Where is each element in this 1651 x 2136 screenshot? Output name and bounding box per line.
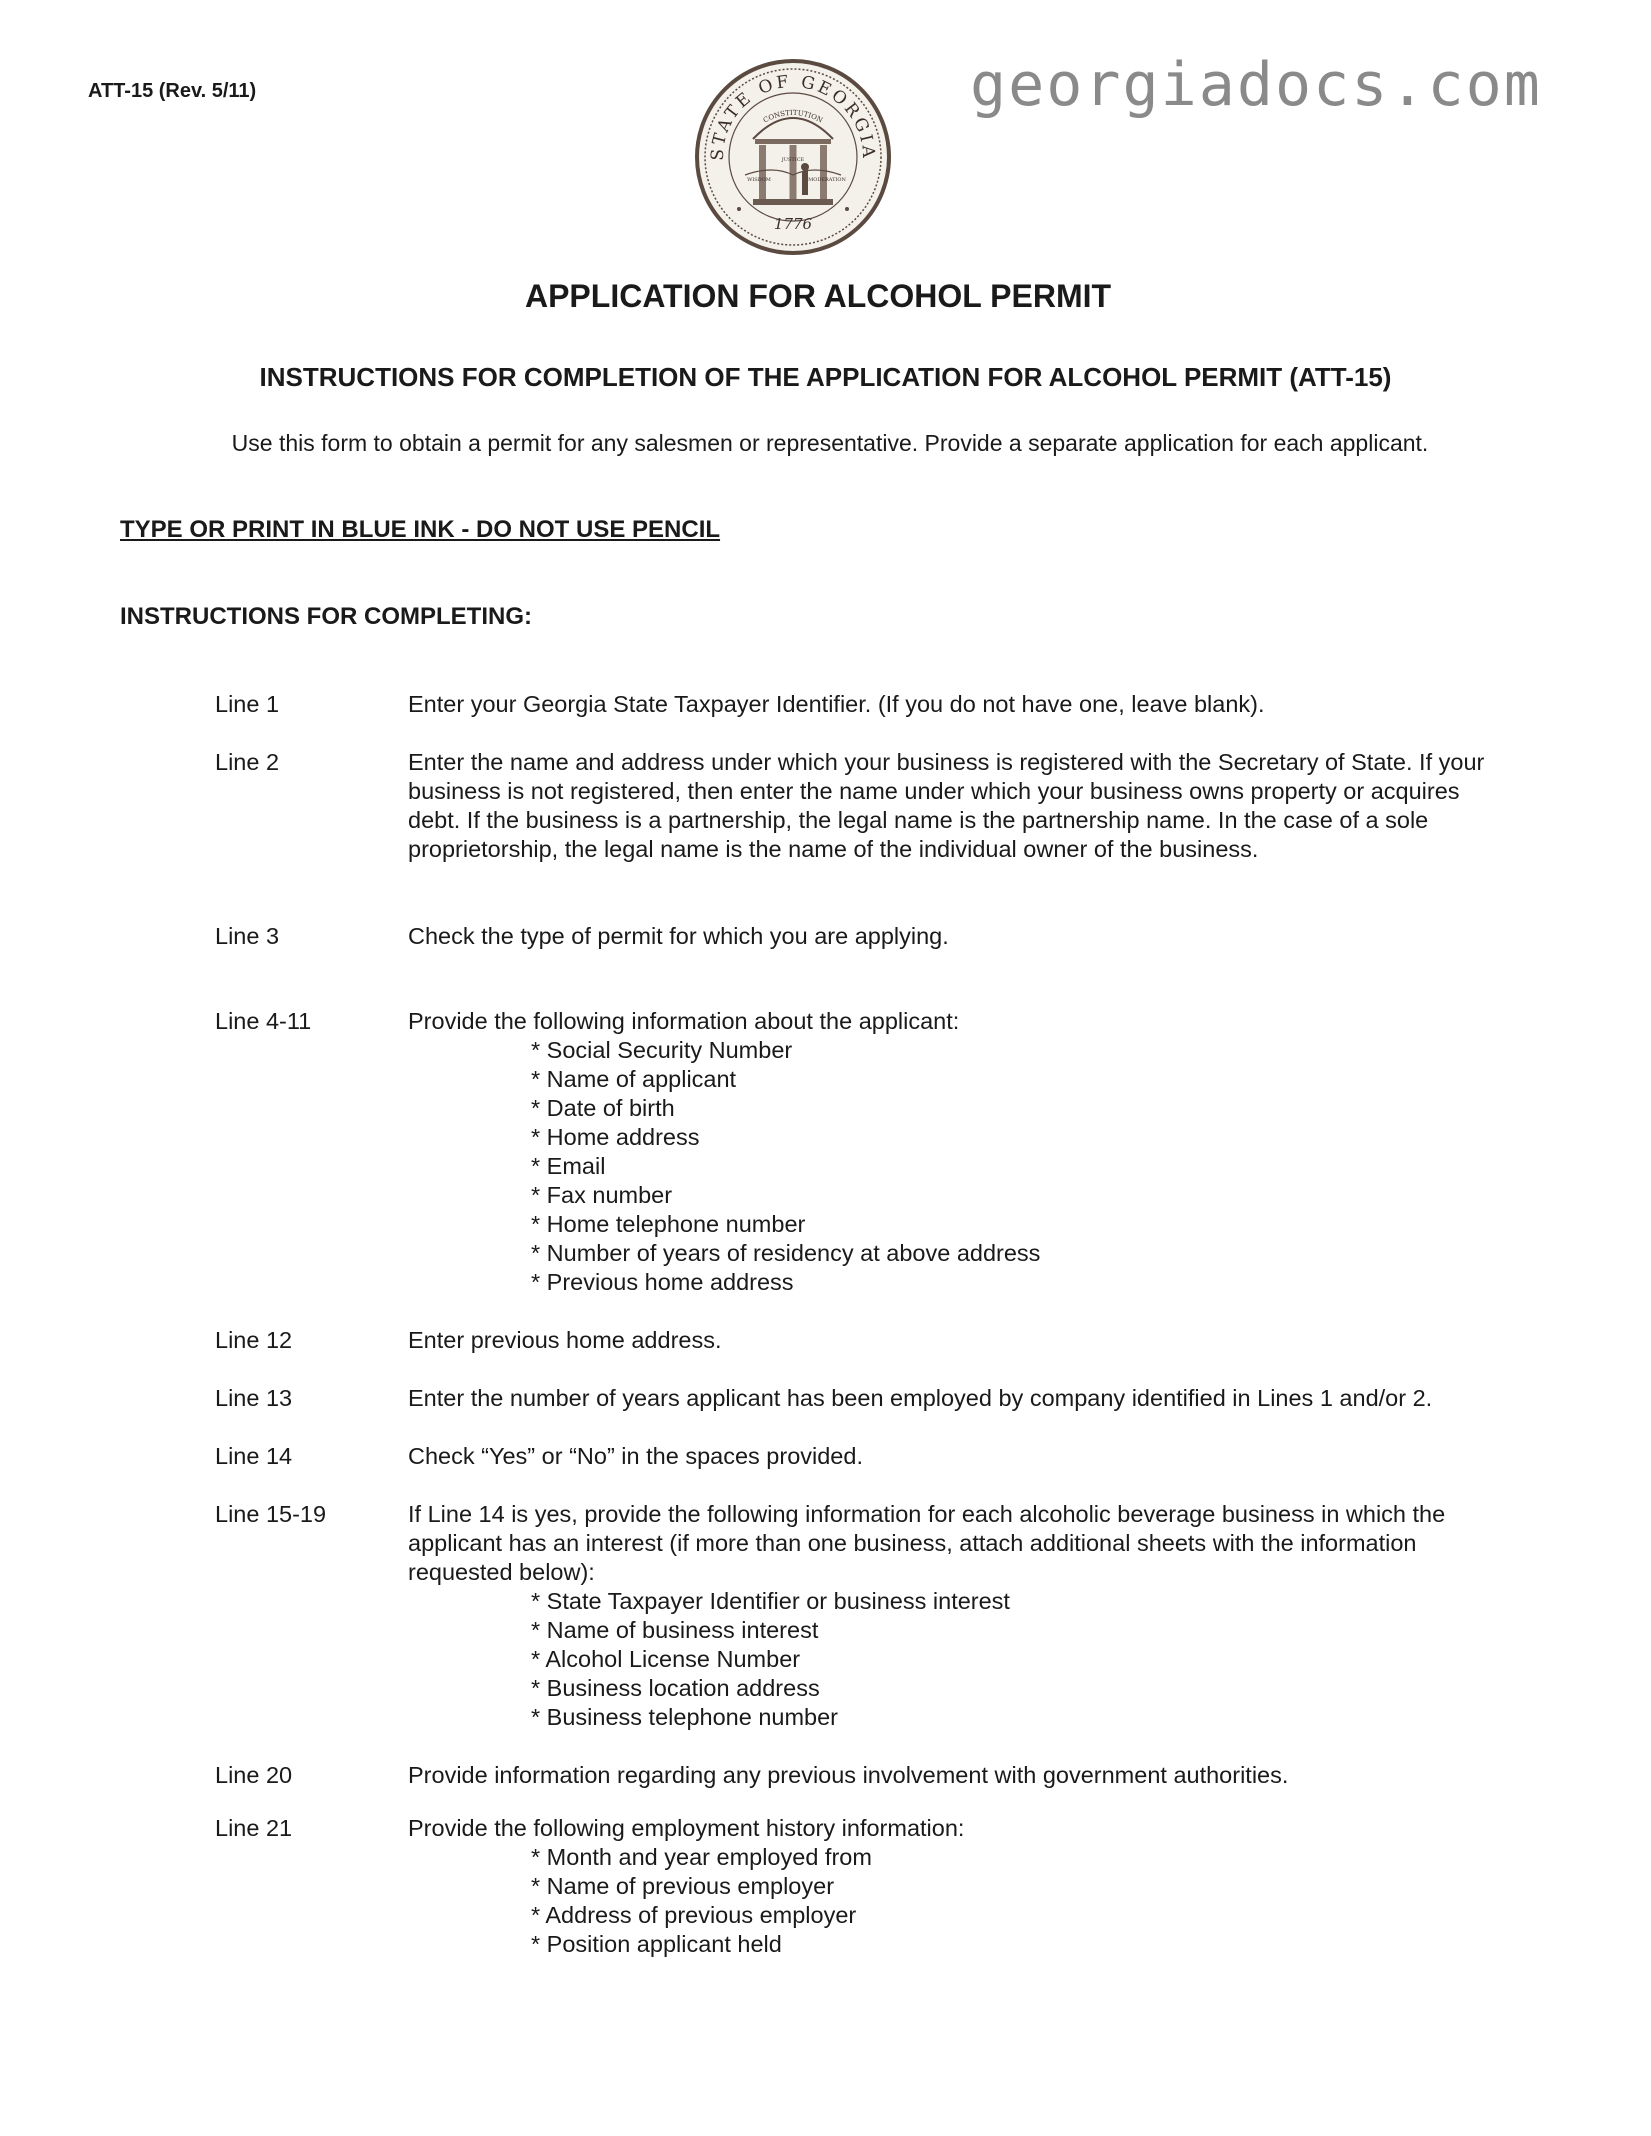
list-item: * Position applicant held (531, 1931, 782, 1957)
page-title: APPLICATION FOR ALCOHOL PERMIT (524, 278, 1112, 314)
bullet-list (408, 1036, 1515, 1297)
line-text: Check “Yes” or “No” in the spaces provided. (408, 1443, 863, 1469)
seal-scroll-left: WISDOM (747, 177, 771, 183)
instruction-lines (215, 690, 1515, 1959)
line-text: Provide the following information about the applicant: (408, 1008, 960, 1034)
list-item: * Home telephone number (531, 1211, 806, 1237)
seal-banner-text: CONSTITUTION (762, 108, 824, 125)
list-item: * Fax number (531, 1182, 673, 1208)
line-label: Line 2 (215, 749, 280, 775)
line-item (215, 1442, 1515, 1471)
list-item: * Date of birth (531, 1095, 675, 1121)
line-text: Check the type of permit for which you are applying. (408, 923, 949, 949)
line-label: Line 13 (215, 1385, 293, 1411)
line-item (215, 690, 1515, 719)
list-item: * Name of business interest (531, 1617, 819, 1643)
list-item: * Home address (531, 1124, 700, 1150)
form-code: ATT-15 (Rev. 5/11) (88, 80, 257, 102)
seal-year: 1776 (773, 215, 813, 233)
instructions-heading: INSTRUCTIONS FOR COMPLETING: (120, 603, 532, 630)
list-item: * State Taxpayer Identifier or business interest (531, 1588, 1010, 1614)
line-item (215, 1384, 1515, 1413)
line-text: Enter previous home address. (408, 1327, 722, 1353)
page-subtitle: INSTRUCTIONS FOR COMPLETION OF THE APPLICATION FOR ALCOHOL PERMIT (ATT-15) (259, 362, 1392, 392)
line-text: Enter your Georgia State Taxpayer Identifier. (If you do not have one, leave blank). (408, 691, 1265, 717)
line-label: Line 1 (215, 691, 280, 717)
list-item: * Alcohol License Number (531, 1646, 801, 1672)
georgia-state-seal (693, 57, 893, 257)
seal-scroll-center: JUSTICE (781, 157, 805, 163)
line-item (215, 1007, 1515, 1297)
line-text: Enter the name and address under which your business is registered with the Secretary of State. If your business is not registered, then enter the name under which your business owns property or acquires debt. If the business is a partnership, the legal name is the partnership name. In the case of a sole proprietorship, the legal name is the name of the individual owner of the business. (408, 749, 1485, 862)
list-item: * Previous home address (531, 1269, 794, 1295)
line-label: Line 14 (215, 1443, 293, 1469)
line-label: Line 15-19 (215, 1501, 327, 1527)
seal-scroll-right: MODERATION (808, 177, 846, 183)
line-label: Line 21 (215, 1815, 293, 1841)
line-label: Line 12 (215, 1327, 293, 1353)
line-text: If Line 14 is yes, provide the following information for each alcoholic beverage business in which the applicant has an interest (if more than one business, attach additional sheets with the information requested below): (408, 1501, 1446, 1585)
list-item: * Name of applicant (531, 1066, 737, 1092)
seal-top-text: STATE OF GEORGIA (707, 71, 879, 162)
bullet-list (408, 1843, 1515, 1959)
ink-notice: TYPE OR PRINT IN BLUE INK - DO NOT USE PENCIL (120, 516, 721, 543)
line-item (215, 1814, 1515, 1959)
bullet-list (408, 1587, 1515, 1732)
line-text: Provide the following employment history information: (408, 1815, 965, 1841)
line-item (215, 1326, 1515, 1355)
line-label: Line 20 (215, 1762, 293, 1788)
line-label: Line 4-11 (215, 1008, 312, 1034)
list-item: * Number of years of residency at above address (531, 1240, 1041, 1266)
list-item: * Business telephone number (531, 1704, 839, 1730)
line-item (215, 1500, 1515, 1732)
watermark-text: georgiadocs.com (970, 50, 1542, 120)
line-text: Provide information regarding any previous involvement with government authorities. (408, 1762, 1289, 1788)
list-item: * Email (531, 1153, 606, 1179)
line-item (215, 748, 1515, 864)
list-item: * Social Security Number (531, 1037, 793, 1063)
list-item: * Name of previous employer (531, 1873, 835, 1899)
list-item: * Business location address (531, 1675, 820, 1701)
line-item (215, 922, 1515, 951)
list-item: * Month and year employed from (531, 1844, 872, 1870)
line-label: Line 3 (215, 923, 280, 949)
intro-text: Use this form to obtain a permit for any salesmen or representative. Provide a separate application for each applicant. (231, 430, 1429, 456)
list-item: * Address of previous employer (531, 1902, 857, 1928)
line-item (215, 1761, 1515, 1790)
line-text: Enter the number of years applicant has been employed by company identified in Lines 1 and/or 2. (408, 1385, 1433, 1411)
